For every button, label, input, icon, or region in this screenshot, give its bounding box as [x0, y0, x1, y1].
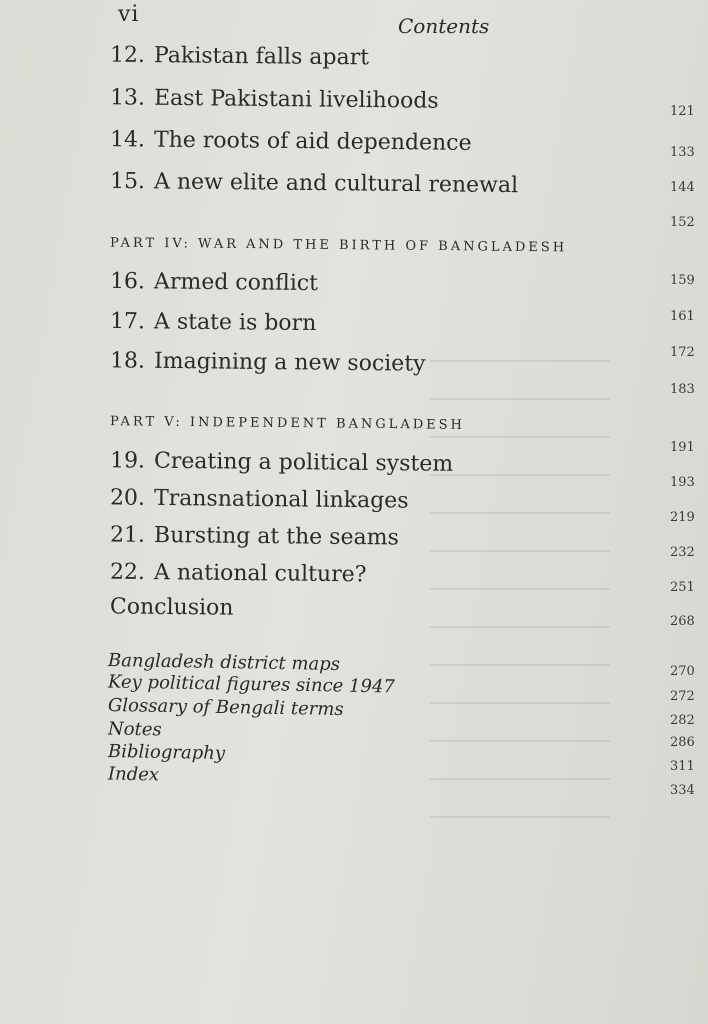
- toc-entry-22: [110, 560, 367, 588]
- entry-title: A national culture?: [153, 560, 367, 588]
- entry-title: Transnational linkages: [153, 485, 409, 514]
- entry-title: A state is born: [153, 309, 317, 337]
- toc-entry-16: [110, 269, 318, 296]
- part-heading-v: PART V: INDEPENDENT BANGLADESH: [109, 414, 465, 433]
- back-matter-maps: Bangladesh district maps: [107, 649, 341, 676]
- page-number: 334: [670, 783, 695, 798]
- toc-entry-21: [110, 522, 399, 550]
- entry-title: Pakistan falls apart: [153, 43, 370, 71]
- toc-entry-13: [110, 85, 439, 113]
- entry-title: Bursting at the seams: [153, 522, 399, 551]
- back-matter-political-figures: Key political figures since 1947: [107, 671, 396, 698]
- running-head: Contents: [398, 14, 490, 38]
- page-number: 159: [670, 273, 695, 288]
- back-matter-glossary: Glossary of Bengali terms: [107, 694, 344, 721]
- page-number: 232: [670, 545, 695, 560]
- entry-number: 17.: [109, 308, 146, 335]
- page-number: 282: [670, 713, 695, 728]
- entry-number: 21.: [109, 522, 146, 548]
- entry-number: 22.: [109, 559, 146, 586]
- toc-entry-14: [110, 127, 472, 156]
- bleed-through-texture: [430, 360, 680, 920]
- part-heading-iv: PART IV: WAR AND THE BIRTH OF BANGLADESH: [109, 235, 568, 256]
- toc-entry-20: [110, 485, 409, 513]
- page-number: 219: [670, 510, 695, 525]
- toc-entry-18: [110, 348, 426, 376]
- entry-number: 12.: [109, 42, 146, 69]
- back-matter-index: Index: [107, 763, 160, 786]
- entry-title: Armed conflict: [153, 269, 319, 297]
- page-number: 193: [670, 475, 695, 490]
- toc-entry-15: [110, 169, 518, 198]
- page-number: 270: [670, 664, 695, 679]
- entry-number: 15.: [109, 168, 146, 195]
- toc-entry-17: [110, 309, 317, 336]
- entry-title: A new elite and cultural renewal: [153, 169, 519, 199]
- page-number: 183: [670, 382, 695, 397]
- entry-title: Creating a political system: [153, 448, 454, 477]
- entry-title: The roots of aid dependence: [153, 127, 472, 156]
- toc-entry-19: [110, 448, 453, 477]
- entry-number: 19.: [109, 448, 146, 474]
- entry-title: Conclusion: [109, 594, 234, 621]
- page-number: 191: [670, 440, 695, 455]
- page-number: 121: [670, 104, 695, 119]
- toc-entry-conclusion: [110, 594, 234, 620]
- page-number: 286: [670, 735, 695, 750]
- entry-title: East Pakistani livelihoods: [153, 85, 439, 114]
- entry-number: 20.: [109, 485, 146, 511]
- page-number: 251: [670, 580, 695, 595]
- page-number: 152: [670, 215, 695, 230]
- page-number: 311: [670, 759, 695, 774]
- page-folio: vi: [118, 2, 140, 27]
- toc-entry-12: [110, 43, 369, 71]
- back-matter-bibliography: Bibliography: [107, 740, 226, 765]
- entry-number: 16.: [109, 268, 146, 295]
- entry-number: 18.: [109, 348, 146, 374]
- page-number: 133: [670, 145, 695, 160]
- page-number: 268: [670, 614, 695, 629]
- page-number: 161: [670, 309, 695, 324]
- entry-number: 14.: [109, 127, 146, 153]
- page-number: 172: [670, 345, 695, 360]
- entry-title: Imagining a new society: [153, 348, 426, 377]
- page-number: 144: [670, 180, 695, 195]
- back-matter-notes: Notes: [107, 718, 162, 741]
- entry-number: 13.: [109, 85, 146, 111]
- page-number: 272: [670, 689, 695, 704]
